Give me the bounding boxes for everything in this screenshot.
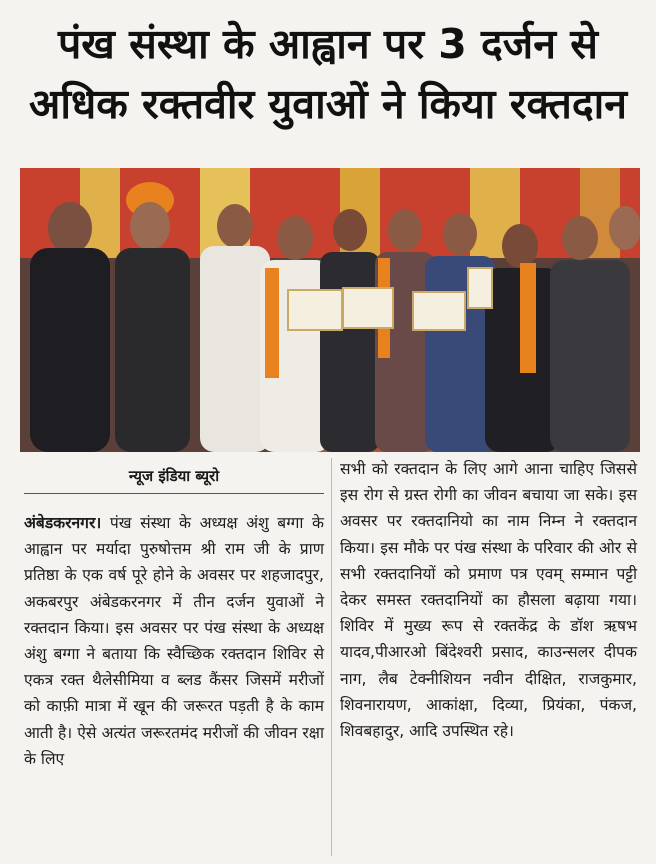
byline: न्यूज इंडिया ब्यूरो (128, 467, 220, 485)
dateline: अंबेडकरनगर। (24, 514, 102, 532)
headline-line-1: पंख संस्था के आह्वान पर 3 दर्जन से (58, 20, 598, 68)
column-divider (331, 458, 332, 856)
headline (0, 14, 656, 134)
article-body-right: सभी को रक्तदान के लिए आगे आना चाहिए जिससे इस रोग से ग्रस्त रोगी का जीवन बचाया जा सके। इस अवसर पर रक्तदानियो का नाम निम्न ने रक्तदान किया। इस मौके पर पंख संस्था के परिवार की ओर से सभी रक्तदानियों को प्रमाण पत्र एवम् सम्मान पट्टी देकर समस्त रक्तदानियों का हौसला बढ़ाया गया। शिविर में मुख्य रूप से रक्तकेंद्र के डॉश ऋषभ यादव,पीआरओ बिंदेश्वरी प्रसाद, काउन्सलर दीपक नाग, लैब टेक्नीशियन नवीन दीक्षित, राजकुमार, शिवनारायण, आकांक्षा, दिव्या, प्रियंका, पंकज, शिवबहादुर, आदि उपस्थित रहे। (340, 460, 637, 741)
headline-line-2: अधिक रक्तवीर युवाओं ने किया रक्तदान (29, 80, 627, 128)
article-column-left (24, 510, 324, 772)
article-column-right (340, 456, 637, 744)
byline-divider (24, 493, 324, 494)
news-photo (20, 168, 640, 452)
article-body-left: पंख संस्था के अध्यक्ष अंशु बग्गा के आह्वान पर मर्यादा पुरुषोत्तम श्री राम जी के प्राण प्रतिष्ठा के एक वर्ष पूरे होने के अवसर पर शहजादपुर, अकबरपुर अंबेडकरनगर में तीन दर्जन युवाओं ने रक्तदान किया। इस अवसर पर पंख संस्था के अध्यक्ष अंशु बग्गा ने बताया कि स्वैच्छिक रक्तदान शिविर से एकत्र रक्त थैलेसीमिया व ब्लड कैंसर जिसमें मरीजों को काफ़ी मात्रा में खून की जरूरत पड़ती है के काम आती है। ऐसे अत्यंत जरूरतमंद मरीजों की जीवन रक्षा के लिए (24, 514, 324, 768)
